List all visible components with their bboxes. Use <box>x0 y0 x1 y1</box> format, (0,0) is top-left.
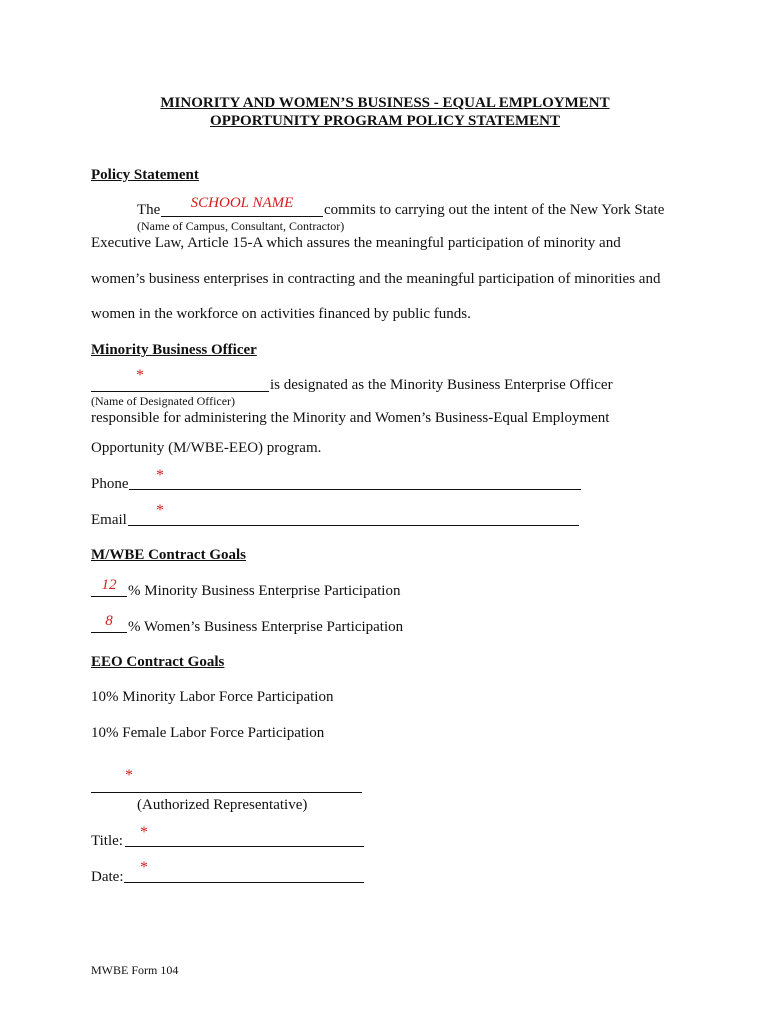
campus-name-caption: (Name of Campus, Consultant, Contractor) <box>137 219 345 233</box>
phone-label: Phone <box>91 476 129 492</box>
mbe-percent-field[interactable]: 12 <box>101 577 117 593</box>
eeo-goals-heading: EEO Contract Goals <box>91 654 225 670</box>
policy-body-line-3: women in the workforce on activities financed by public funds. <box>91 306 471 322</box>
commits-text: commits to carrying out the intent of the New York State <box>324 202 665 218</box>
date-label: Date: <box>91 869 124 885</box>
campus-name-field[interactable]: SCHOOL NAME <box>190 195 294 211</box>
mbe-percent-line <box>91 596 127 597</box>
policy-body-line-2: women’s business enterprises in contracting and the meaningful participation of minorities and <box>91 271 661 287</box>
phone-field[interactable] <box>129 489 581 490</box>
minority-labor-goal: 10% Minority Labor Force Participation <box>91 689 334 705</box>
policy-body-line-1: Executive Law, Article 15-A which assures the meaningful participation of minority and <box>91 235 621 251</box>
mbo-body-line-1: responsible for administering the Minority and Women’s Business-Equal Employment <box>91 410 610 426</box>
officer-name-caption: (Name of Designated Officer) <box>91 394 236 408</box>
email-required-marker: * <box>156 502 164 519</box>
minority-business-officer-heading: Minority Business Officer <box>91 342 257 358</box>
signature-required-marker: * <box>125 767 133 784</box>
authorized-representative-caption: (Authorized Representative) <box>137 797 308 813</box>
form-title-line-2: OPPORTUNITY PROGRAM POLICY STATEMENT <box>210 113 560 129</box>
female-labor-goal: 10% Female Labor Force Participation <box>91 725 325 741</box>
title-label: Title: <box>91 833 123 849</box>
campus-name-line <box>161 216 323 217</box>
signature-field[interactable] <box>91 792 362 793</box>
mwbe-goals-heading: M/WBE Contract Goals <box>91 547 246 563</box>
officer-name-field[interactable] <box>91 391 269 392</box>
mbe-participation-text: % Minority Business Enterprise Participation <box>128 583 401 599</box>
date-required-marker: * <box>140 859 148 876</box>
policy-statement-heading: Policy Statement <box>91 167 199 183</box>
email-label: Email <box>91 512 127 528</box>
wbe-percent-field[interactable]: 8 <box>105 613 113 629</box>
wbe-participation-text: % Women’s Business Enterprise Participation <box>128 619 404 635</box>
title-field[interactable] <box>125 846 364 847</box>
mbo-body-line-2: Opportunity (M/WBE-EEO) program. <box>91 440 322 456</box>
wbe-percent-line <box>91 632 127 633</box>
email-field[interactable] <box>128 525 579 526</box>
form-title-line-1: MINORITY AND WOMEN’S BUSINESS - EQUAL EMPLOYMENT <box>160 95 610 111</box>
officer-required-marker: * <box>136 367 144 384</box>
form-number-footer: MWBE Form 104 <box>91 963 179 977</box>
phone-required-marker: * <box>156 467 164 484</box>
the-label: The <box>137 202 161 218</box>
date-field[interactable] <box>124 882 364 883</box>
title-required-marker: * <box>140 824 148 841</box>
designated-text: is designated as the Minority Business Enterprise Officer <box>270 377 613 393</box>
